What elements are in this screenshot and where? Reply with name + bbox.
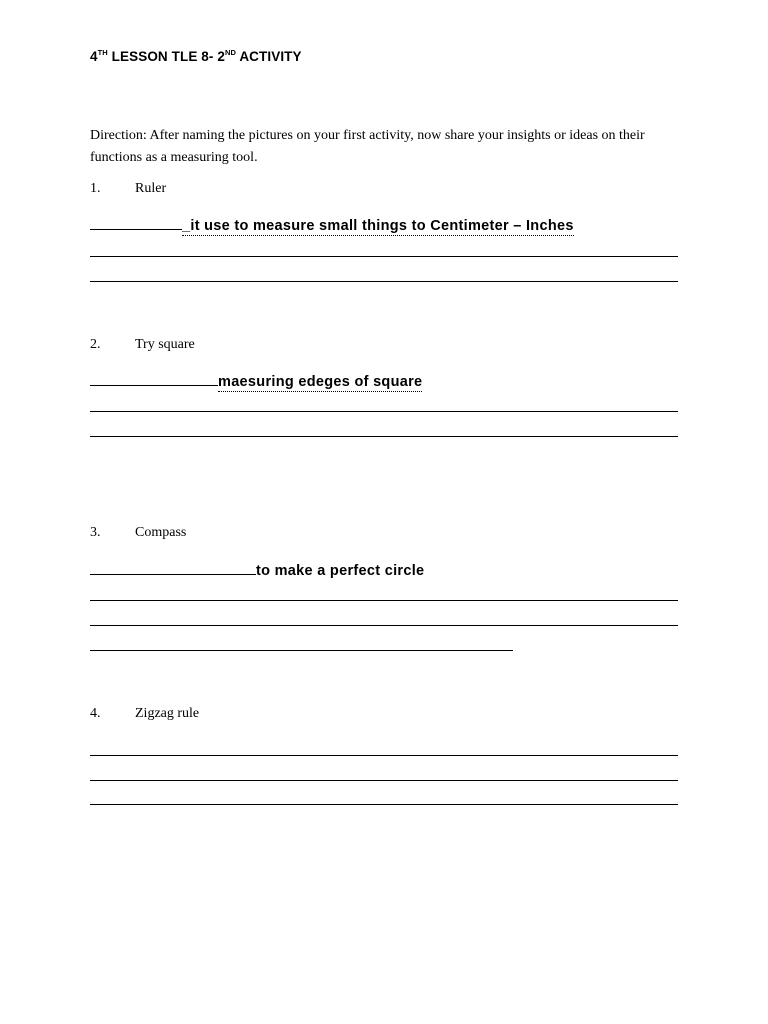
answer-try-square[interactable] xyxy=(90,370,422,390)
direction-text: Direction: After naming the pictures on your first activity, now share your insights or ideas on their functions as a measuring tool. xyxy=(90,128,645,165)
answer-ruler[interactable] xyxy=(90,214,574,234)
page-title: 4TH LESSON TLE 8- 2ND ACTIVITY xyxy=(90,48,302,64)
answer-line[interactable] xyxy=(90,755,678,756)
answer-line[interactable] xyxy=(90,804,678,805)
answer-text: _it use to measure small things to Centimeter – Inches xyxy=(182,218,574,234)
answer-blank xyxy=(90,370,218,386)
answer-line[interactable] xyxy=(90,436,678,437)
answer-text: maesuring edeges of square xyxy=(218,374,423,390)
answer-text: to make a perfect circle xyxy=(256,563,425,579)
item-number: 1. xyxy=(90,181,101,196)
item-label: Try square xyxy=(135,337,195,352)
item-try-square xyxy=(90,337,195,353)
item-zigzag-rule xyxy=(90,706,199,722)
item-compass xyxy=(90,525,186,541)
answer-blank xyxy=(90,214,182,230)
answer-line[interactable] xyxy=(90,281,678,282)
answer-compass[interactable] xyxy=(90,559,424,579)
item-label: Ruler xyxy=(135,181,167,196)
item-number: 2. xyxy=(90,337,101,352)
item-label: Compass xyxy=(135,525,187,540)
item-number: 3. xyxy=(90,525,101,540)
item-label: Zigzag rule xyxy=(135,706,200,721)
answer-line[interactable] xyxy=(90,650,513,651)
answer-line[interactable] xyxy=(90,600,678,601)
answer-line[interactable] xyxy=(90,411,678,412)
item-number: 4. xyxy=(90,706,101,721)
answer-line[interactable] xyxy=(90,625,678,626)
answer-line[interactable] xyxy=(90,256,678,257)
item-ruler xyxy=(90,181,166,197)
answer-blank xyxy=(90,559,256,575)
answer-line[interactable] xyxy=(90,780,678,781)
